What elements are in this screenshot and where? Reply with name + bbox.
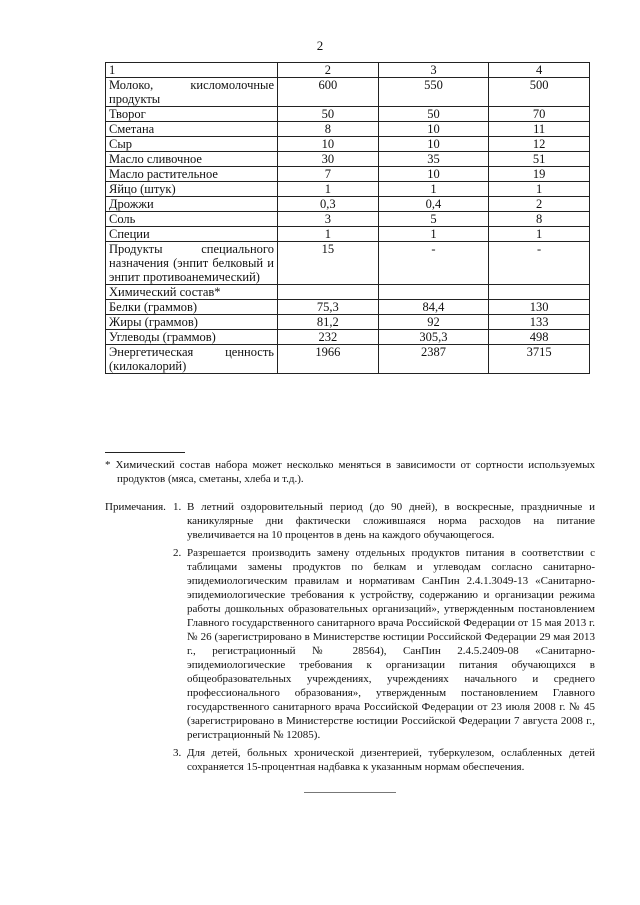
row-value: 3715 (489, 345, 590, 374)
note-text: Для детей, больных хронической дизентерией, туберкулезом, ослабленных детей сохраняется 15-процентная надбавка к указанным нормам обеспечения. (187, 747, 595, 773)
row-value: 10 (378, 122, 489, 137)
row-value (489, 285, 590, 300)
row-value: 0,3 (278, 197, 379, 212)
note-text: В летний оздоровительный период (до 90 дней), в воскресные, праздничные и каникулярные дни фактически сложившаяся норма расходов на питание увеличивается на 10 процентов в день на каждого обучающегося. (187, 501, 595, 541)
footnote-separator (105, 452, 185, 453)
row-value: 1 (378, 227, 489, 242)
row-value: 7 (278, 167, 379, 182)
row-value: 1 (378, 182, 489, 197)
row-value: 84,4 (378, 300, 489, 315)
note-number: 1. (173, 501, 182, 513)
table-row (106, 227, 590, 242)
page-number: 2 (316, 38, 324, 53)
row-value: 10 (278, 137, 379, 152)
row-value: 1 (489, 227, 590, 242)
row-label: Масло растительное (106, 167, 278, 182)
row-value: 30 (278, 152, 379, 167)
row-label: Химический состав* (106, 285, 278, 300)
table-row (106, 122, 590, 137)
table-row (106, 197, 590, 212)
row-value: 70 (489, 107, 590, 122)
row-value: 550 (378, 78, 489, 107)
row-value: - (378, 242, 489, 285)
table-header-cell: 2 (278, 63, 379, 78)
row-value: - (489, 242, 590, 285)
row-label: Дрожжи (106, 197, 278, 212)
row-value: 1 (278, 227, 379, 242)
row-value: 133 (489, 315, 590, 330)
row-value: 500 (489, 78, 590, 107)
table-row (106, 137, 590, 152)
table-row (106, 152, 590, 167)
row-label: Углеводы (граммов) (106, 330, 278, 345)
note-item (173, 546, 595, 742)
row-value: 92 (378, 315, 489, 330)
row-value: 50 (378, 107, 489, 122)
row-value: 305,3 (378, 330, 489, 345)
table-row (106, 107, 590, 122)
row-value: 50 (278, 107, 379, 122)
table-header-cell: 4 (489, 63, 590, 78)
row-value: 8 (489, 212, 590, 227)
row-value: 5 (378, 212, 489, 227)
row-label: Творог (106, 107, 278, 122)
row-value: 0,4 (378, 197, 489, 212)
table-row (106, 315, 590, 330)
table-row (106, 330, 590, 345)
table-row (106, 242, 590, 285)
row-value: 35 (378, 152, 489, 167)
note-item (173, 746, 595, 774)
row-value: 2 (489, 197, 590, 212)
row-value: 1 (278, 182, 379, 197)
row-value: 15 (278, 242, 379, 285)
end-separator (304, 792, 396, 793)
row-label: Специи (106, 227, 278, 242)
row-value: 600 (278, 78, 379, 107)
table-row (106, 78, 590, 107)
row-value: 8 (278, 122, 379, 137)
row-value: 10 (378, 137, 489, 152)
notes-list (173, 500, 595, 778)
table-row (106, 167, 590, 182)
row-label: Сметана (106, 122, 278, 137)
table-header-cell: 1 (106, 63, 278, 78)
row-value: 11 (489, 122, 590, 137)
row-label: Масло сливочное (106, 152, 278, 167)
row-label: Продукты специального назначения (энпит белковый и энпит противоанемический) (106, 242, 278, 285)
row-label: Энергетическая ценность (килокалорий) (106, 345, 278, 374)
row-value: 130 (489, 300, 590, 315)
note-number: 3. (173, 747, 182, 759)
table-header-row (106, 63, 590, 78)
row-value: 12 (489, 137, 590, 152)
row-label: Яйцо (штук) (106, 182, 278, 197)
table-row (106, 300, 590, 315)
note-number: 2. (173, 547, 182, 559)
row-label: Соль (106, 212, 278, 227)
table-row (106, 182, 590, 197)
row-value: 232 (278, 330, 379, 345)
notes-label: Примечания. (105, 501, 166, 513)
footnote: * Химический состав набора может несколько меняться в зависимости от сортности используемых продуктов (мяса, сметаны, хлеба и т.д.). (105, 459, 595, 485)
row-value: 51 (489, 152, 590, 167)
row-value: 10 (378, 167, 489, 182)
row-label: Белки (граммов) (106, 300, 278, 315)
row-value (278, 285, 379, 300)
food-norms-table (105, 62, 590, 374)
note-item (173, 500, 595, 542)
row-value (378, 285, 489, 300)
row-value: 75,3 (278, 300, 379, 315)
table-row (106, 212, 590, 227)
row-value: 3 (278, 212, 379, 227)
row-value: 498 (489, 330, 590, 345)
table-header-cell: 3 (378, 63, 489, 78)
row-value: 19 (489, 167, 590, 182)
table-row (106, 285, 590, 300)
row-label: Молоко, кисломолочные продукты (106, 78, 278, 107)
note-text: Разрешается производить замену отдельных продуктов питания в соответствии с таблицами замены продуктов по белкам и углеводам согласно санитарно-эпидемиологическим правилам и нормативам СанПин 2.4.1.3049-13 «Санитарно-эпидемиологические требования к устройству, содержанию и организации режима работы дошкольных образовательных организаций», утвержденным постановлением Главного государственного санитарного врача Российской Федерации от 15 мая 2013 г. № 26 (зарегистрировано в Министерстве юстиции Российской Федерации 29 мая 2013 г., регистрационный № 28564), СанПин 2.4.5.2409-08 «Санитарно-эпидемиологические требования к организации питания обучающихся в общеобразовательных учреждениях, учреждениях начального и среднего профессионального образования», утвержденным постановлением Главного государственного санитарного врача Российской Федерации от 23 июля 2008 г. № 45 (зарегистрировано в Министерстве юстиции Российской Федерации 7 августа 2008 г., регистрационный № 12085). (187, 547, 595, 741)
row-value: 81,2 (278, 315, 379, 330)
row-label: Жиры (граммов) (106, 315, 278, 330)
row-value: 1966 (278, 345, 379, 374)
row-label: Сыр (106, 137, 278, 152)
table-row (106, 345, 590, 374)
row-value: 2387 (378, 345, 489, 374)
row-value: 1 (489, 182, 590, 197)
